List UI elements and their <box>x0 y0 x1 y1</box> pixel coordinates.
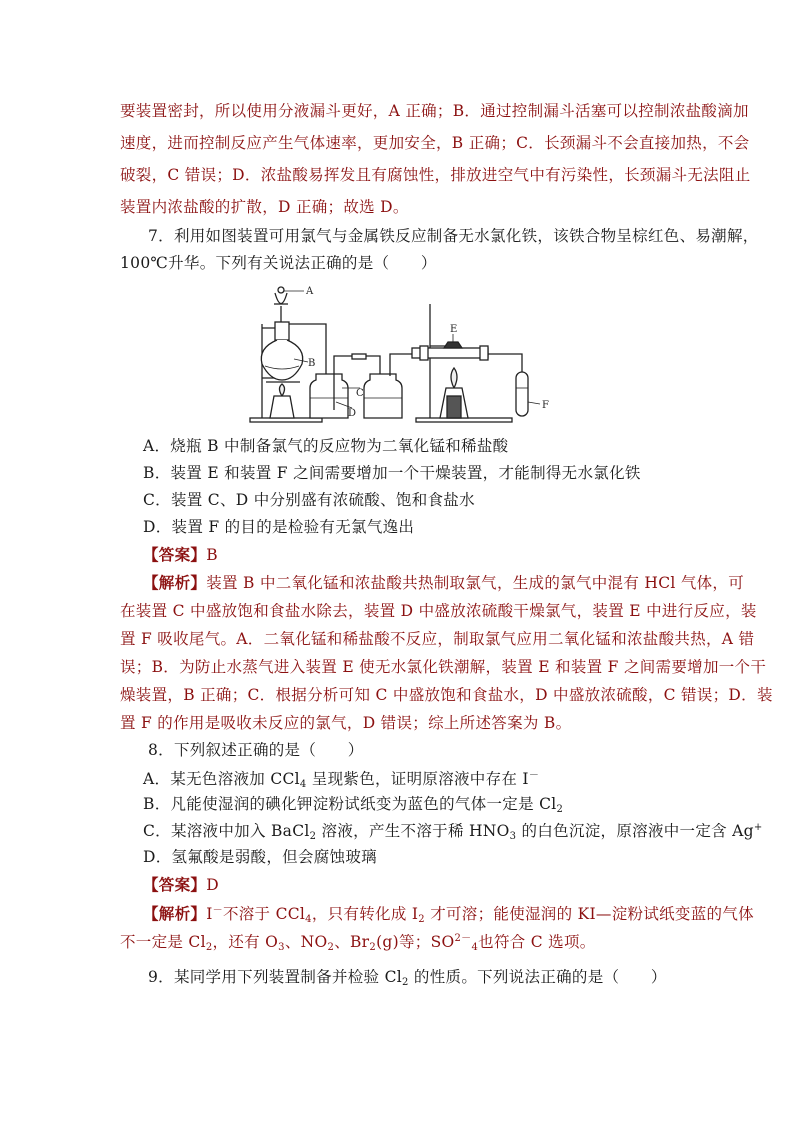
analysis-tag: 【解析】 <box>143 904 207 923</box>
analysis-text: 装置 B 中二氧化锰和浓盐酸共热制取氯气，生成的氯气中混有 HCl 气体，可 <box>206 574 745 592</box>
q7-analysis-line-5: 燥装置，B 正确；C．根据分析可知 C 中盛放饱和食盐水，D 中盛放浓硫酸，C 错误；D．装 <box>120 686 773 704</box>
text: (g)等；SO <box>376 933 455 951</box>
text: 、Br <box>334 933 370 951</box>
prev-analysis-line-4: 装置内浓盐酸的扩散，D 正确；故选 D。 <box>120 198 409 216</box>
prev-analysis-line-1: 要装置密封，所以使用分液漏斗更好，A 正确；B．通过控制漏斗活塞可以控制浓盐酸滴加 <box>120 102 749 120</box>
text: ，还有 O <box>212 933 279 951</box>
subscript: 3 <box>509 831 517 842</box>
text: I <box>206 905 213 923</box>
q8-analysis-line-1 <box>143 901 754 925</box>
q8-option-a <box>143 766 539 790</box>
q8-option-c <box>143 819 763 842</box>
text: 的白色沉淀，原溶液中一定含 Ag <box>516 822 754 840</box>
q7-analysis-line-6: 置 F 的作用是吸收未反应的氯气，D 错误；综上所述答案为 B。 <box>120 714 572 732</box>
subscript: 2 <box>418 914 425 925</box>
text: 才可溶；能使湿润的 KI—淀粉试纸变蓝的气体 <box>424 905 754 923</box>
q7-analysis-line-1 <box>143 571 744 593</box>
figure-label-e: E <box>450 324 458 335</box>
answer-tag: 【答案】 <box>143 875 207 894</box>
figure-label-c: C <box>356 388 364 399</box>
subscript: 2 <box>327 942 335 953</box>
subscript: 4 <box>305 914 312 925</box>
q7-answer <box>143 543 218 565</box>
q8-option-d: D．氢氟酸是弱酸，但会腐蚀玻璃 <box>143 848 377 866</box>
prev-analysis-line-2: 速度，进而控制反应产生气体速率，更加安全，B 正确；C．长颈漏斗不会直接加热，不会 <box>120 134 750 152</box>
text: 、NO <box>284 933 328 951</box>
text: 的性质。下列说法正确的是（ ） <box>408 968 667 986</box>
text: 溶液，产生不溶于稀 HNO <box>316 822 510 840</box>
figure-label-d: D <box>348 408 357 419</box>
text: 呈现紫色，证明原溶液中存在 I <box>306 770 529 788</box>
analysis-tag: 【解析】 <box>143 573 207 592</box>
superscript: － <box>212 905 223 916</box>
q8-option-b <box>143 792 563 815</box>
q8-answer <box>143 873 219 895</box>
figure-label-b: B <box>308 358 316 369</box>
prev-analysis-line-3: 破裂，C 错误；D．浓盐酸易挥发且有腐蚀性，排放进空气中有污染性，长颈漏斗无法阻止 <box>120 166 751 184</box>
q7-analysis-line-2: 在装置 C 中盛放饱和食盐水除去，装置 D 中盛放浓硫酸干燥氯气，装置 E 中进行反应，装 <box>120 602 757 620</box>
answer-value: D <box>206 876 219 894</box>
superscript: + <box>753 822 763 833</box>
chlorine-apparatus-figure <box>244 284 584 424</box>
q7-stem-line-2: 100℃升华。下列有关说法正确的是（ ） <box>120 254 437 272</box>
subscript: 2 <box>205 942 213 953</box>
q7-option-d: D．装置 F 的目的是检验有无氯气逸出 <box>143 518 415 536</box>
answer-value: B <box>206 546 218 564</box>
q8-stem: 8．下列叙述正确的是（ ） <box>148 741 364 759</box>
subscript: 2 <box>402 977 409 988</box>
q7-analysis-line-4: 误；B．为防止水蒸气进入装置 E 使无水氯化铁潮解，装置 E 和装置 F 之间需要增加一个干 <box>120 658 767 676</box>
text: C．某溶液中加入 BaCl <box>143 822 310 840</box>
subscript: 4 <box>299 779 307 790</box>
text: B．凡能使湿润的碘化钾淀粉试纸变为蓝色的气体一定是 Cl <box>143 795 557 813</box>
figure-label-f: F <box>542 400 549 411</box>
text: 9．某同学用下列装置制备并检验 Cl <box>148 968 403 986</box>
q7-option-b: B．装置 E 和装置 F 之间需要增加一个干燥装置，才能制得无水氯化铁 <box>143 464 641 482</box>
subscript: 4 <box>471 942 479 953</box>
answer-tag: 【答案】 <box>143 545 207 564</box>
text: 不一定是 Cl <box>120 933 206 951</box>
q7-option-c: C．装置 C、D 中分别盛有浓硫酸、饱和食盐水 <box>143 491 475 509</box>
subscript: 2 <box>309 831 317 842</box>
text: 也符合 C 选项。 <box>478 933 596 951</box>
figure-label-a: A <box>306 286 314 297</box>
subscript: 2 <box>369 942 377 953</box>
q7-analysis-line-3: 置 F 吸收尾气。A．二氧化锰和稀盐酸不反应，制取氯气应用二氧化锰和浓盐酸共热，A 错 <box>120 630 755 648</box>
q7-stem-line-1: 7．利用如图装置可用氯气与金属铁反应制备无水氯化铁，该铁合物呈棕红色、易潮解， <box>148 227 759 245</box>
q9-stem <box>148 965 667 988</box>
q7-option-a: A．烧瓶 B 中制备氯气的反应物为二氧化锰和稀盐酸 <box>143 437 509 455</box>
text: A．某无色溶液加 CCl <box>143 770 300 788</box>
text: 不溶于 CCl <box>222 905 306 923</box>
subscript: 2 <box>556 804 564 815</box>
superscript: － <box>528 770 540 781</box>
superscript: 2－ <box>454 933 472 944</box>
q8-analysis-line-2 <box>120 929 596 953</box>
subscript: 3 <box>278 942 285 953</box>
text: ，只有转化成 I <box>311 905 419 923</box>
